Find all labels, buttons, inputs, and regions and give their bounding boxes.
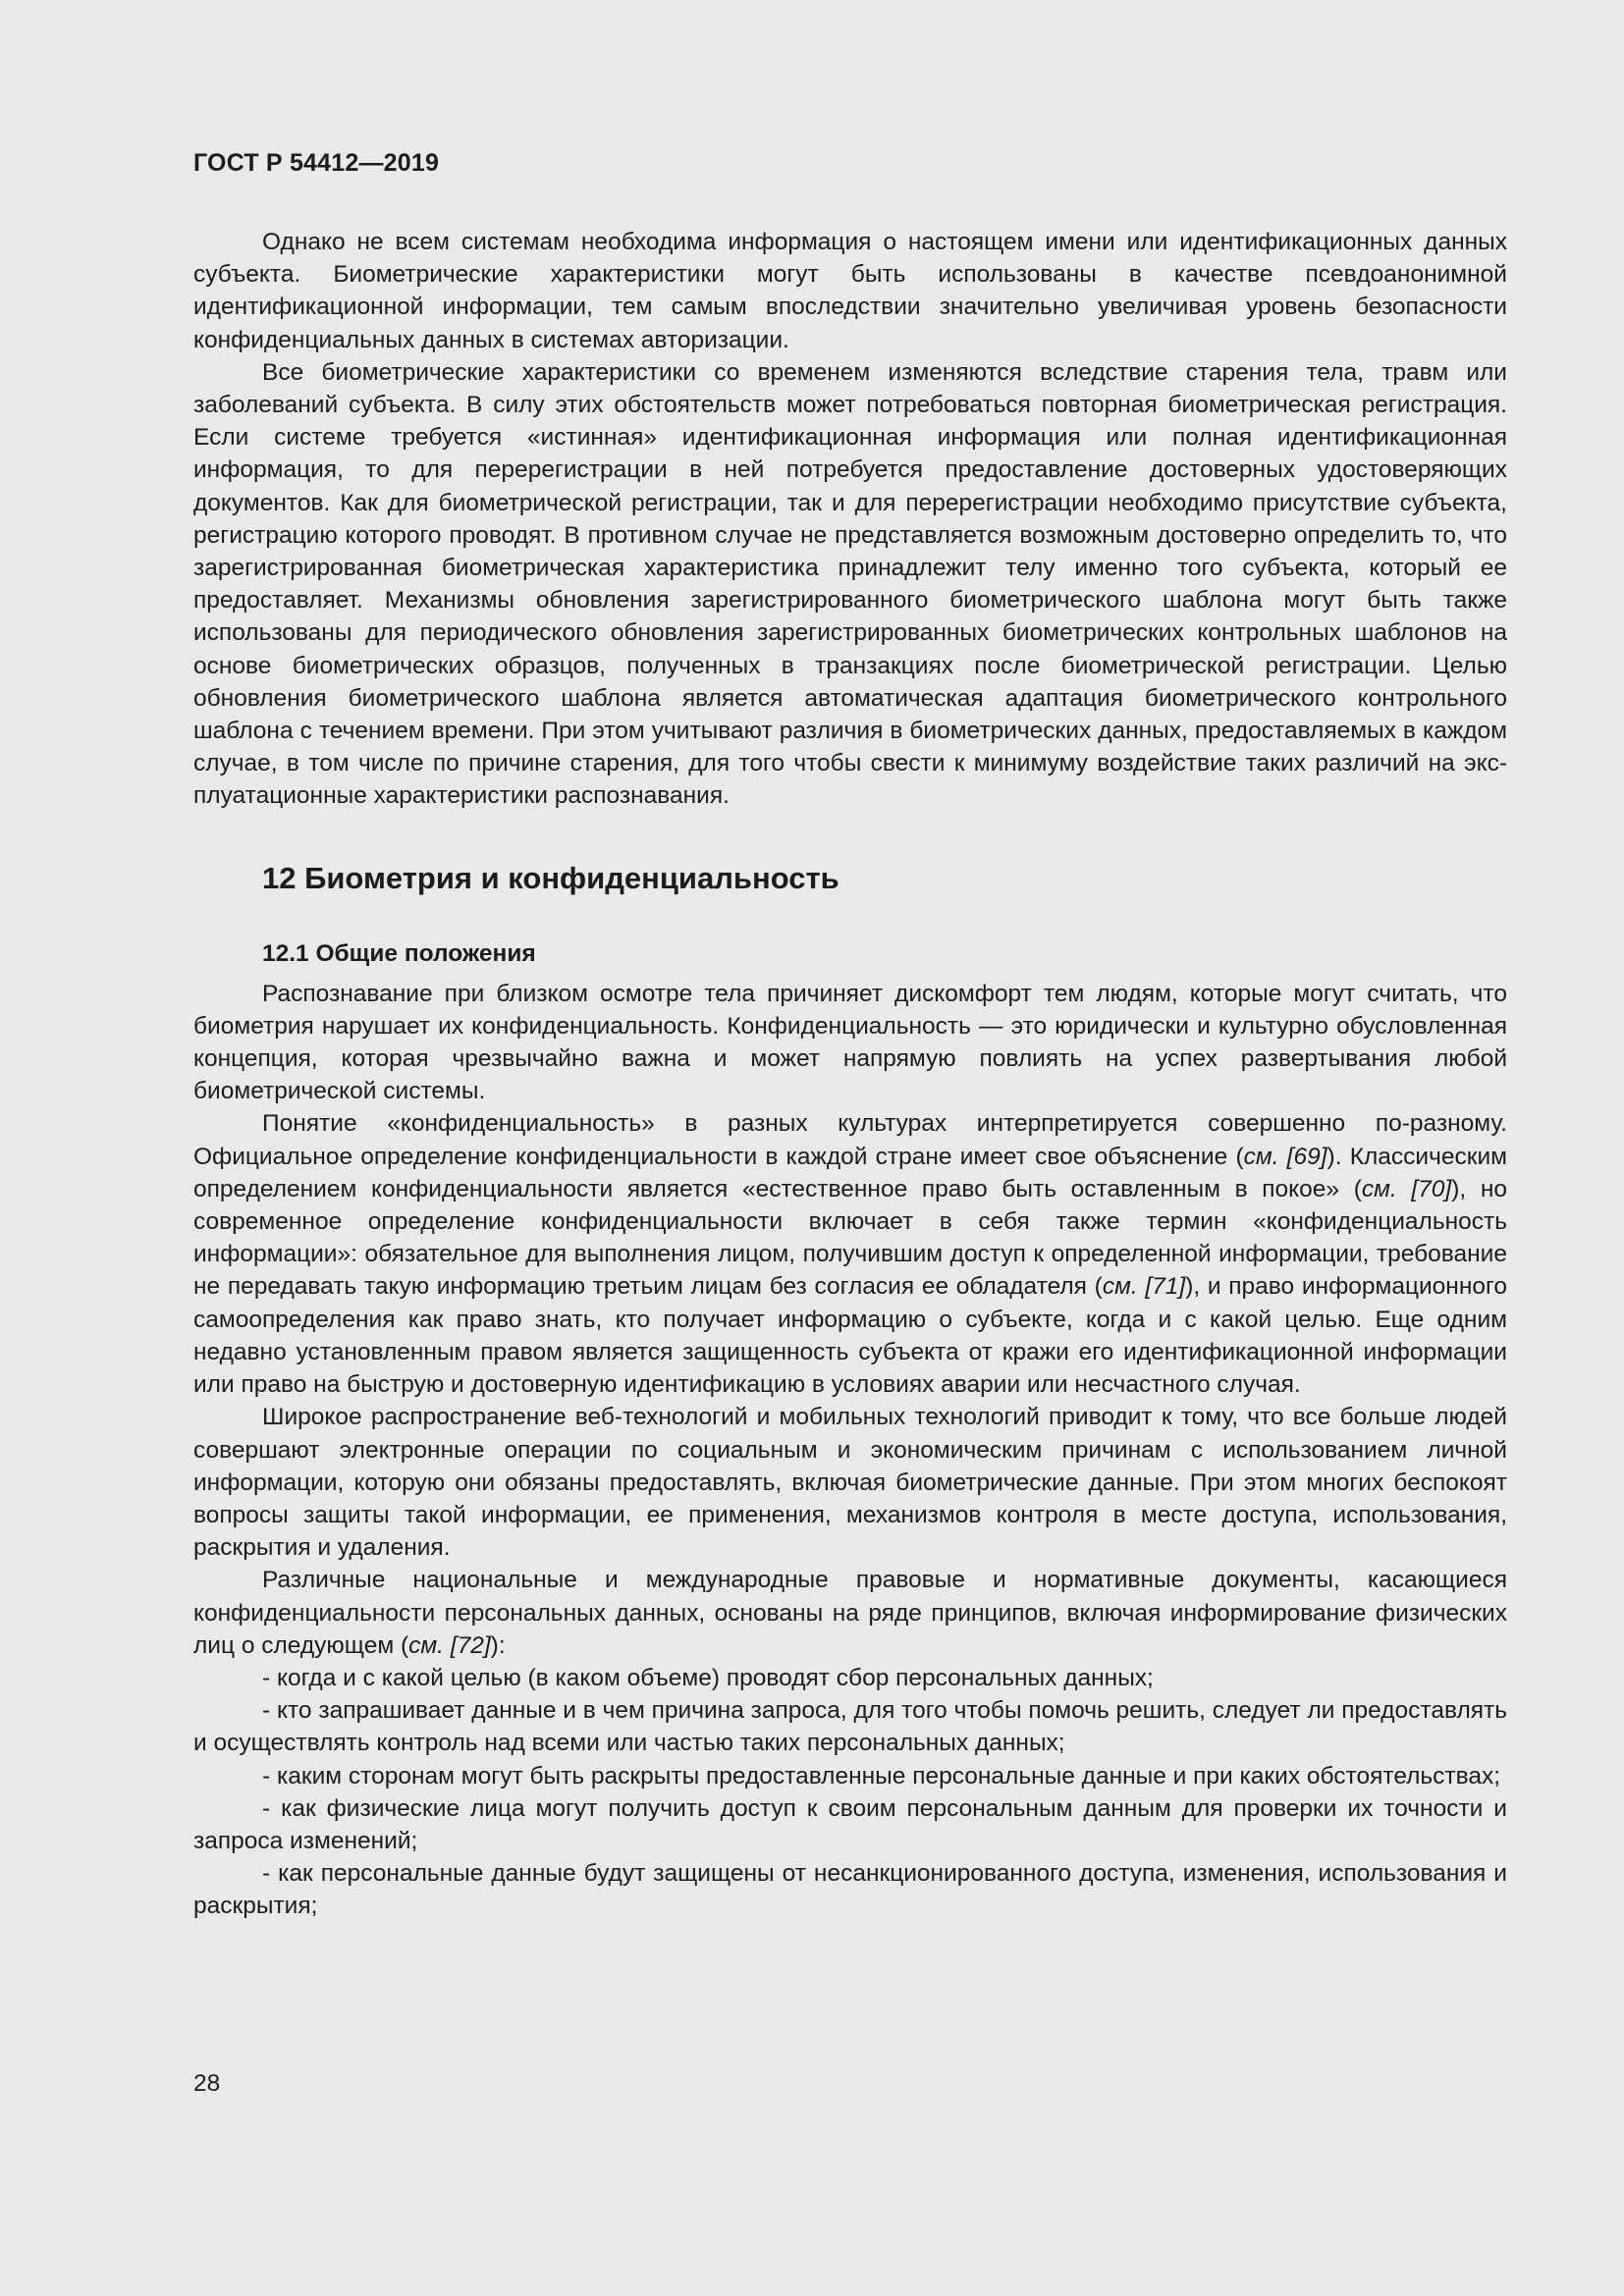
reference-72: см. [72] (408, 1631, 491, 1659)
paragraph-4 (193, 1564, 1507, 1662)
list-item: - как персональные данные будут защищены от несанкционированного доступа, изменения, использования и раскрытия; (193, 1860, 1507, 1920)
paragraph-1: Распознавание при близком осмотре тела причиняет дискомфорт тем людям, которые могут считать, что биометрия нарушает их конфиденциальность. Конфиденциальность — это юридически и культурно обусловленная концепция, которая чрезвычайно важна и может напрямую повлиять на успех развертывания любой биометрической системы. (193, 980, 1507, 1105)
document-header: ГОСТ Р 54412—2019 (193, 149, 440, 177)
spacer (193, 970, 1507, 978)
paragraph-2-text-b: ). Классическим определением конфиденциальности является «естественное право быть оставленным в покое» ( (193, 1143, 1507, 1202)
paragraph-2 (193, 1107, 1507, 1401)
document-body (193, 226, 1507, 1923)
paragraph-3: Широкое распространение веб-технологий и мобильных технологий приводит к тому, что все больше людей совершают электронные операции по социальным и экономическим причинам с использованием личной информации, которую они обязаны предоставлять, включая биометрические данные. При этом многих беспокоят вопросы защиты такой информации, ее применения, механизмов контроля в месте доступа, использования, раскрытия и удаления. (193, 1404, 1507, 1562)
page-number: 28 (193, 2070, 221, 2097)
paragraph-4-text-a: Различные национальные и международные правовые и нормативные документы, касающиеся конфиденциальности персональных данных, основаны на ряде принципов, включая информирование физических лиц о следующем ( (193, 1567, 1507, 1659)
list-item: - как физические лица могут получить доступ к своим персональным данным для проверки их точности и запроса изменений; (193, 1794, 1507, 1854)
paragraph-2-text-d: ), и право информационного самоопределения как право знать, кто получает информацию о субъекте, когда и с какой целью. Еще одним недавно установленным правом является защищенность субъекта от кражи его идентификационной информации или право на быструю и достоверную идентификацию в условиях аварии или несчастного случая. (193, 1273, 1507, 1399)
paragraph-intro-2: Все биометрические характеристики со временем изменяются вследствие старения тела, травм или заболеваний субъекта. В силу этих обстоятельств может потребоваться повторная биометрическая регистрация. Если системе требуется «истинная» идентификационная информация или полная идентификационная информация, то для перерегистрации в ней потребуется предоставление достоверных удостоверяющих документов. Как для биометрической регистрации, так и для перерегистрации необходимо присутствие субъекта, регистрацию которого проводят. В противном случае не представляется возможным достоверно определить то, что зарегистрированная биометрическая характеристика принадлежит телу именно того субъекта, который ее предоставляет. Механизмы обновления зарегистрированного биометрического шаблона могут быть также использованы для периодического обновления зарегистрированных биометрических контрольных шаблонов на основе биометрических образцов, полученных в транзакциях после биометрической регистрации. Целью обновления биометрического шаблона является автоматическая адаптация биометрического контрольного шаблона с течением времени. При этом учитывают различия в биометрических данных, предоставляемых в каждом случае, в том числе по причине старения, для того чтобы свести к минимуму воздействие таких различий на эксплуатационные характеристики распознавания. (193, 358, 1507, 810)
reference-71: см. [71] (1102, 1273, 1186, 1301)
paragraph-4-text-b: ): (490, 1631, 506, 1659)
reference-69: см. [69] (1243, 1143, 1327, 1170)
paragraph-2-text-c: ), но современное определение конфиденциальности включает в себя также термин «конфиденциальность информации»: обязательное для выполнения лицом, получившим доступ к определенной информации, требование не передавать такую информацию третьим лицам без согласия ее обладателя ( (193, 1175, 1508, 1301)
subsection-heading: 12.1 Общие положения (262, 939, 536, 967)
list-item: - кто запрашивает данные и в чем причина запроса, для того чтобы помочь решить, следует ли предоставлять и осуществлять контроль над всеми или частью таких персональных данных; (193, 1697, 1507, 1757)
section-heading: 12 Биометрия и конфиденциальность (262, 860, 839, 895)
list-item: - когда и с какой целью (в каком объеме) проводят сбор персональных данных; (262, 1664, 1154, 1691)
reference-70: см. [70] (1361, 1175, 1452, 1202)
list-item: - каким сторонам могут быть раскрыты предоставленные персональные данные и при каких обстоятельствах; (262, 1762, 1501, 1789)
paragraph-intro-1: Однако не всем системам необходима информация о настоящем имени или идентификационных данных субъекта. Биометрические характеристики могут быть использованы в качестве псевдоанонимной идентификационной информации, тем самым впоследствии значительно увеличивая уровень безопасности конфиденциальных данных в системах авторизации. (193, 229, 1507, 353)
paragraph-2-text-a: Понятие «конфиденциальность» в разных культурах интерпретируется совершенно по-разному. Официальное определение конфиденциальности в каждой стране имеет свое объяснение ( (193, 1110, 1507, 1170)
